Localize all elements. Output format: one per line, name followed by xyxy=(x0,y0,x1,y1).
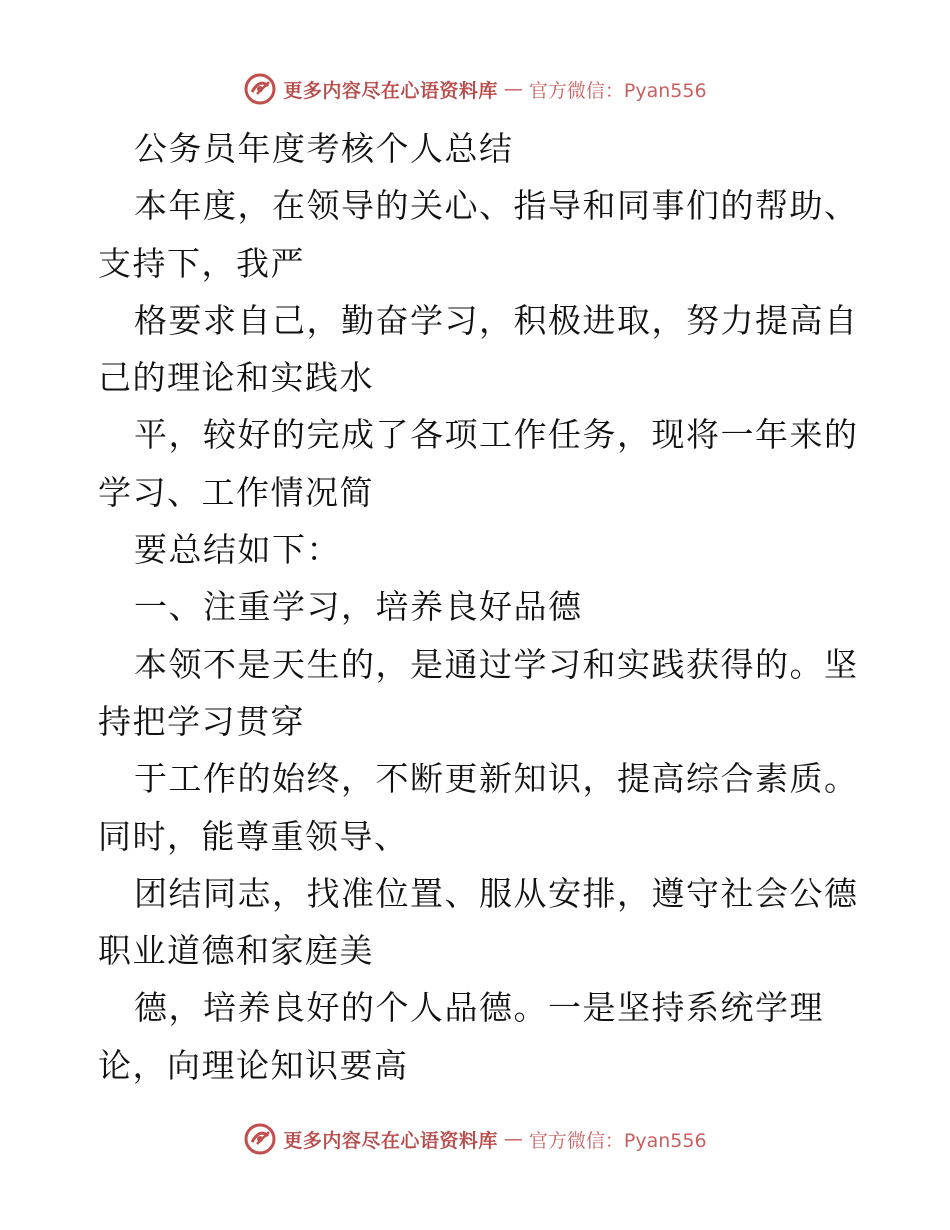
document-line: 论，向理论知识要高 xyxy=(98,1045,409,1085)
document-body xyxy=(98,120,858,1094)
document-line: 团结同志，找准位置、服从安排，遵守社会公德 xyxy=(134,873,859,913)
document-line: 己的理论和实践水 xyxy=(98,358,374,398)
watermark-brand-text: 更多内容尽在心语资料库 xyxy=(283,1129,498,1152)
document-line: 同时，能尊重领导、 xyxy=(98,816,409,856)
document-line: 要总结如下： xyxy=(134,530,341,570)
document-line: 格要求自己，勤奋学习，积极进取，努力提高自 xyxy=(134,300,859,340)
watermark-wechat-text: 官方微信：Pyan556 xyxy=(528,1129,707,1152)
document-line: 平，较好的完成了各项工作任务，现将一年来的 xyxy=(134,415,859,455)
watermark-wechat-text: 官方微信：Pyan556 xyxy=(528,79,707,102)
document-title: 公务员年度考核个人总结 xyxy=(134,129,514,168)
footer-watermark xyxy=(0,1122,950,1156)
section-heading: 一、注重学习，培养良好品德 xyxy=(134,587,583,627)
document-line: 学习、工作情况简 xyxy=(98,472,374,512)
document-line: 本领不是天生的，是通过学习和实践获得的。坚 xyxy=(134,644,859,684)
document-line: 于工作的始终，不断更新知识，提高综合素质。 xyxy=(134,759,859,799)
header-watermark xyxy=(0,72,950,106)
document-line: 职业道德和家庭美 xyxy=(98,931,374,971)
document-line: 本年度，在领导的关心、指导和同事们的帮助、 xyxy=(134,186,859,226)
brand-logo-icon xyxy=(243,1122,277,1156)
document-line: 德，培养良好的个人品德。一是坚持系统学理 xyxy=(134,988,824,1028)
document-line: 支持下，我严 xyxy=(98,243,305,283)
watermark-brand-text: 更多内容尽在心语资料库 xyxy=(283,79,498,102)
watermark-dash: — xyxy=(503,78,523,100)
document-line: 持把学习贯穿 xyxy=(98,701,305,741)
brand-logo-icon xyxy=(243,72,277,106)
watermark-dash: — xyxy=(503,1128,523,1150)
